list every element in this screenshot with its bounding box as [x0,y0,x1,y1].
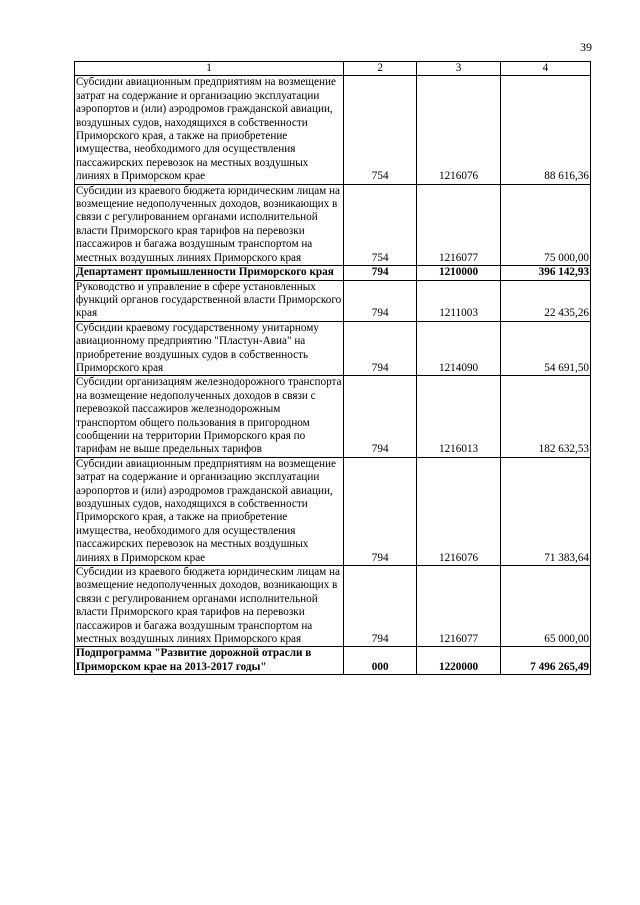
row-target-code-cell: 1210000 [417,266,501,280]
row-target-code-cell: 1214090 [417,321,501,376]
row-target-code-cell: 1216013 [417,376,501,457]
row-name-cell: Субсидии авиационным предприятиям на возмещение затрат на содержание и организацию эксплуатации аэропортов и (или) аэродромов гражданской авиации, воздушных судов, находящихся в собственности Приморского края, а также на приобретение имущества, необходимого для осуществления пассажирских перевозок на местных воздушных линиях в Приморском крае [75,76,344,184]
header-row [75,62,591,76]
row-code-cell: 794 [344,566,417,647]
row-amount-cell: 65 000,00 [500,566,590,647]
header-col-2: 2 [344,62,417,76]
row-target-code-cell: 1220000 [417,647,501,675]
row-code-cell: 754 [344,184,417,265]
row-amount-cell: 182 632,53 [500,376,590,457]
row-name-cell: Руководство и управление в сфере установленных функций органов государственной власти Приморского края [75,280,344,321]
page-number: 39 [580,40,592,54]
row-code-cell: 794 [344,321,417,376]
budget-table [74,61,591,675]
row-name-cell: Субсидии из краевого бюджета юридическим лицам на возмещение недополученных доходов, возникающих в связи с регулированием органами исполнительной власти Приморского края тарифов на перевозки пассажиров и багажа воздушным транспортом на местных воздушных линиях Приморского края [75,184,344,265]
table-row [75,376,591,457]
row-target-code-cell: 1211003 [417,280,501,321]
row-code-cell: 794 [344,376,417,457]
row-code-cell: 794 [344,457,417,565]
row-code-cell: 000 [344,647,417,675]
table-row [75,457,591,565]
table-row [75,266,591,280]
header-col-4: 4 [500,62,590,76]
row-name-cell: Подпрограмма "Развитие дорожной отрасли в Приморском крае на 2013-2017 годы" [75,647,344,675]
budget-table-body [75,62,591,675]
row-amount-cell: 54 691,50 [500,321,590,376]
row-name-cell: Субсидии краевому государственному унитарному авиационному предприятию "Пластун-Авиа" на приобретение воздушных судов в собственность Приморского края [75,321,344,376]
row-amount-cell: 71 383,64 [500,457,590,565]
row-name-cell: Департамент промышленности Приморского края [75,266,344,280]
row-code-cell: 794 [344,266,417,280]
row-amount-cell: 396 142,93 [500,266,590,280]
header-col-1: 1 [75,62,344,76]
table-row [75,184,591,265]
row-target-code-cell: 1216076 [417,457,501,565]
row-target-code-cell: 1216077 [417,184,501,265]
row-target-code-cell: 1216077 [417,566,501,647]
table-row [75,566,591,647]
row-amount-cell: 75 000,00 [500,184,590,265]
row-name-cell: Субсидии организациям железнодорожного транспорта на возмещение недополученных доходов в связи с перевозкой пассажиров железнодорожным транспортом общего пользования в пригородном сообщении на территории Приморского края по тарифам не выше предельных тарифов [75,376,344,457]
row-code-cell: 754 [344,76,417,184]
row-amount-cell: 7 496 265,49 [500,647,590,675]
row-amount-cell: 22 435,26 [500,280,590,321]
row-code-cell: 794 [344,280,417,321]
row-name-cell: Субсидии авиационным предприятиям на возмещение затрат на содержание и организацию эксплуатации аэропортов и (или) аэродромов гражданской авиации, воздушных судов, находящихся в собственности Приморского края, а также на приобретение имущества, необходимого для осуществления пассажирских перевозок на местных воздушных линиях в Приморском крае [75,457,344,565]
row-amount-cell: 88 616,36 [500,76,590,184]
row-name-cell: Субсидии из краевого бюджета юридическим лицам на возмещение недополученных доходов, возникающих в связи с регулированием органами исполнительной власти Приморского края тарифов на перевозки пассажиров и багажа воздушным транспортом на местных воздушных линиях Приморского края [75,566,344,647]
table-row [75,280,591,321]
table-row [75,647,591,675]
table-row [75,76,591,184]
table-row [75,321,591,376]
row-target-code-cell: 1216076 [417,76,501,184]
header-col-3: 3 [417,62,501,76]
